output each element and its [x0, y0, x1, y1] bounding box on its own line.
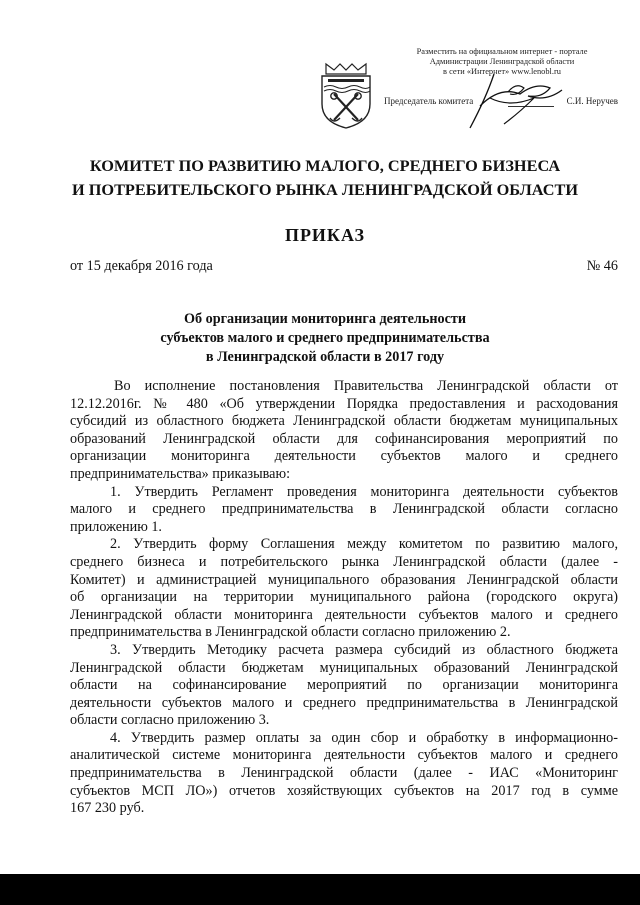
paragraph-line: субъектов МСП ЛО») отчетов хозяйствующих субъектов на 2017 год в сумме	[70, 782, 618, 799]
subject-line: в Ленинградской области в 2017 году	[205, 349, 445, 365]
document-subject	[60, 310, 590, 367]
paragraph-line: области согласно приложению 3.	[70, 712, 270, 729]
paragraph-line: образований Ленинградской области для софинансирования мероприятий по	[70, 430, 618, 447]
coat-of-arms-icon	[318, 60, 374, 130]
paragraph-line: 12.12.2016г. № 480 «Об утверждении Порядка предоставления и расходования	[70, 395, 618, 412]
paragraph-line: аналитической системе мониторинга деятельности субъектов малого и среднего	[70, 747, 618, 764]
paragraph-line: 1. Утвердить Регламент проведения мониторинга деятельности субъектов	[110, 483, 618, 500]
paragraph-line: Комитет) и администрацией муниципального образования Ленинградской области	[70, 571, 618, 588]
order-item-2	[70, 536, 618, 642]
organization-name	[60, 154, 590, 202]
subject-line: Об организации мониторинга деятельности	[183, 311, 467, 327]
paragraph-line: Ленинградской области бюджетам муниципальных образований Ленинградской	[70, 659, 618, 676]
paragraph-line: деятельности субъектов малого и среднего предпринимательства в Ленинградской	[70, 694, 618, 711]
document-date: от 15 декабря 2016 года	[70, 258, 213, 274]
order-item-1	[70, 484, 618, 537]
stamp-line: в сети «Интернет» www.lenobl.ru	[443, 67, 561, 76]
date-number-line	[70, 258, 618, 275]
paragraph-line: предпринимательства в Ленинградской области (далее - ИАС «Мониторинг	[70, 765, 618, 782]
document-type: ПРИКАЗ	[284, 225, 366, 245]
paragraph-line: области на софинансирование мероприятий по организации мониторинга	[70, 677, 618, 694]
paragraph-line: предпринимательства в Ленинградской области согласно приложению 2.	[70, 624, 511, 641]
paragraph-line: среднего бизнеса и потребительского рынка Ленинградской области (далее -	[70, 553, 618, 570]
preamble-paragraph	[70, 378, 618, 484]
signer-position: Председатель комитета	[384, 96, 474, 106]
paragraph-line: организации мониторинга деятельности субъектов малого и среднего	[70, 448, 618, 465]
signer-name: С.И. Неручев	[566, 96, 618, 106]
paragraph-line: 2. Утвердить форму Соглашения между комитетом по развитию малого,	[110, 536, 618, 553]
subject-line: субъектов малого и среднего предпринимательства	[160, 330, 490, 346]
paragraph-line: предпринимательства» приказываю:	[70, 465, 291, 482]
paragraph-line: Во исполнение постановления Правительства Ленинградской области от	[114, 378, 618, 394]
stamp-line: Разместить на официальном интернет - портале	[416, 47, 588, 56]
paragraph-line: об организации на территории муниципального района (городского округа)	[70, 589, 618, 606]
paragraph-line: Ленинградской области мониторинга деятельности субъектов малого и среднего	[70, 606, 618, 623]
document-number: № 46	[586, 258, 618, 274]
paragraph-line: субсидий из областного бюджета Ленинградской области бюджетам муниципальных	[70, 413, 618, 430]
order-item-4	[70, 730, 618, 818]
paragraph-line: 3. Утвердить Методику расчета размера субсидий из областного бюджета	[110, 641, 618, 658]
paragraph-line: 167 230 руб.	[70, 800, 145, 817]
paragraph-line: 4. Утвердить размер оплаты за один сбор и обработку в информационно-	[110, 729, 618, 746]
handwritten-signature-icon	[450, 68, 570, 130]
scan-edge	[0, 874, 640, 905]
stamp-line: Администрации Ленинградской области	[429, 57, 575, 66]
organization-line-2: И ПОТРЕБИТЕЛЬСКОГО РЫНКА ЛЕНИНГРАДСКОЙ ОБЛАСТИ	[72, 180, 578, 199]
document-body	[70, 378, 618, 818]
order-item-3	[70, 642, 618, 730]
paragraph-line: приложению 1.	[70, 518, 162, 535]
paragraph-line: малого и среднего предпринимательства в Ленинградской области согласно	[70, 501, 618, 518]
organization-line-1: КОМИТЕТ ПО РАЗВИТИЮ МАЛОГО, СРЕДНЕГО БИЗНЕСА	[89, 156, 561, 175]
